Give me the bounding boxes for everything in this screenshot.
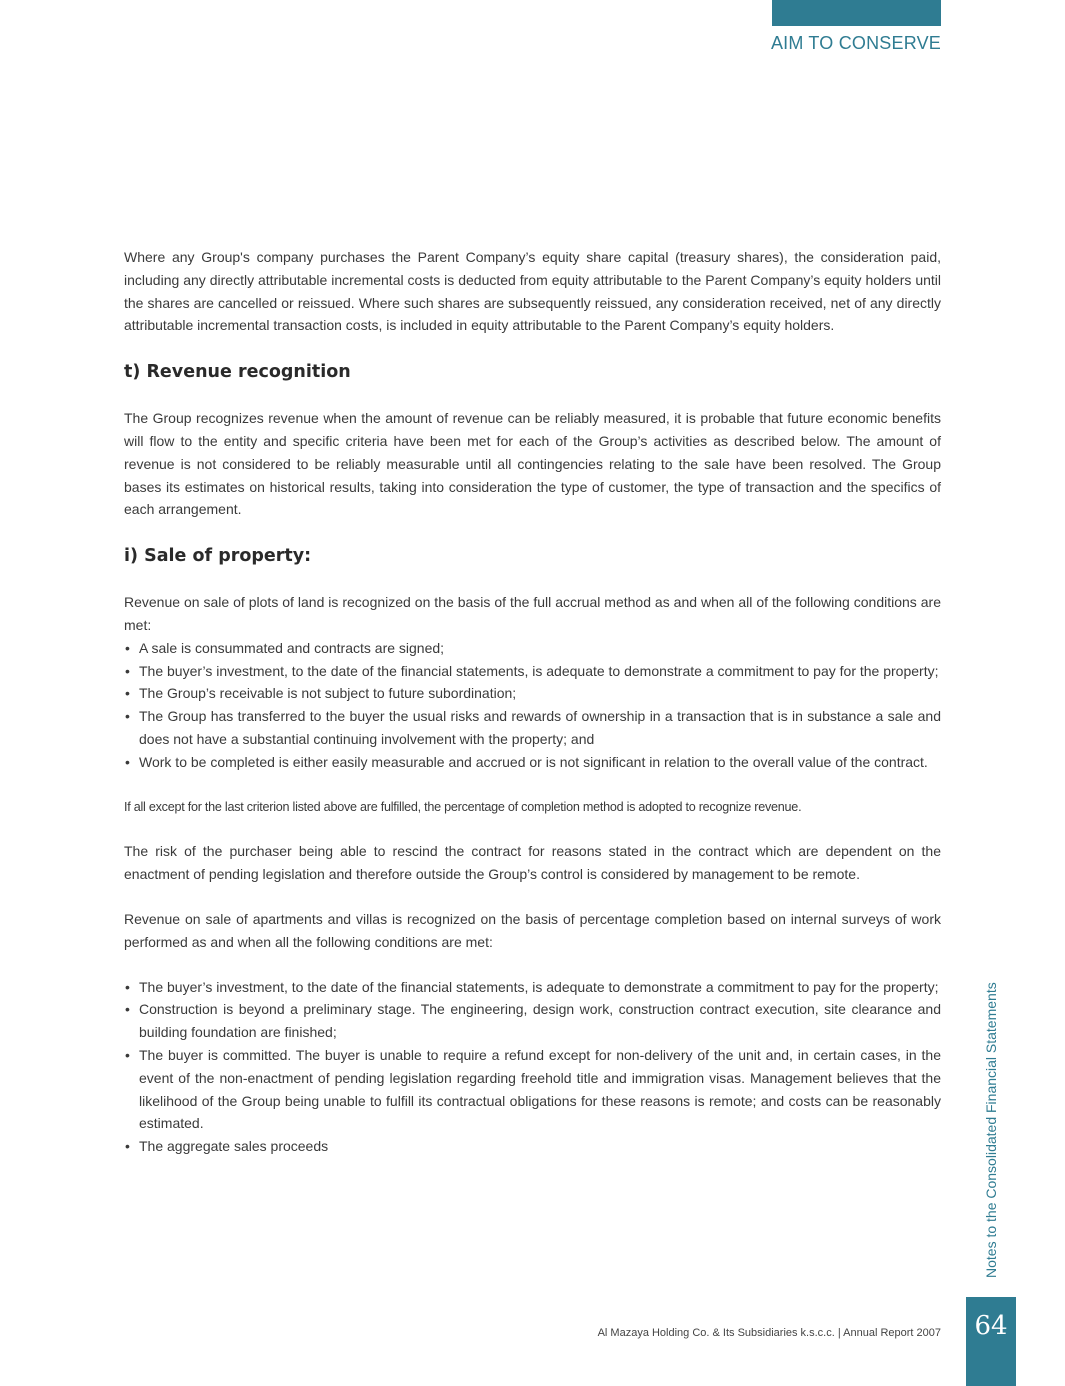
section-heading-revenue-recognition: t) Revenue recognition bbox=[124, 362, 351, 383]
land-conditions-list bbox=[124, 637, 941, 774]
header-title: AIM TO CONSERVE bbox=[770, 33, 941, 53]
page-number: 64 bbox=[974, 1311, 1008, 1341]
list-item: • The buyer is committed. The buyer is unable to require a refund except for non-delivery of the unit and, in certain cases, in the event of the non-enactment of pending legislation regarding freehold title and immigration visas. Management believes that the likelihood of the Group being unable to fulfill its contractual obligations for these reasons is remote; and costs can be reasonably estimated. bbox=[124, 1044, 941, 1135]
list-item: • Work to be completed is either easily measurable and accrued or is not significant in relation to the overall value of the contract. bbox=[124, 751, 941, 774]
list-item: • A sale is consummated and contracts are signed; bbox=[124, 637, 941, 660]
list-item: • The Group’s receivable is not subject to future subordination; bbox=[124, 682, 941, 705]
purchaser-risk-paragraph: The risk of the purchaser being able to rescind the contract for reasons stated in the contract which are dependent on the enactment of pending legislation and therefore outside the Group’s control is considered by management to be remote. bbox=[124, 843, 941, 883]
section-heading-sale-of-property: i) Sale of property: bbox=[124, 546, 312, 567]
list-item: • The buyer’s investment, to the date of the financial statements, is adequate to demonstrate a commitment to pay for the property; bbox=[124, 976, 941, 999]
apartment-conditions-list bbox=[124, 976, 941, 1158]
apartments-villas-paragraph: Revenue on sale of apartments and villas is recognized on the basis of percentage completion based on internal surveys of work performed as and when all the following conditions are met: bbox=[124, 910, 941, 950]
footer-text: Al Mazaya Holding Co. & Its Subsidiaries k.s.c.c. | Annual Report 2007 bbox=[597, 1327, 941, 1339]
list-item: • The aggregate sales proceeds bbox=[124, 1135, 941, 1158]
revenue-recognition-paragraph: The Group recognizes revenue when the amount of revenue can be reliably measured, it is probable that future economic benefits will flow to the entity and specific criteria have been met for each of the Group’s activities as described below. The amount of revenue is not considered to be reliably measurable until all contingencies relating to the sale have been resolved. The Group bases its estimates on historical results, taking into consideration the type of customer, the type of transaction and the specifics of each arrangement. bbox=[124, 410, 941, 518]
page-number-box bbox=[966, 1297, 1016, 1386]
percentage-completion-note: If all except for the last criterion listed above are fulfilled, the percentage of completion method is adopted to recognize revenue. bbox=[124, 799, 802, 814]
list-item: • The buyer’s investment, to the date of the financial statements, is adequate to demonstrate a commitment to pay for the property; bbox=[124, 660, 941, 683]
list-item: • Construction is beyond a preliminary stage. The engineering, design work, construction contract execution, site clearance and building foundation are finished; bbox=[124, 998, 941, 1044]
header-accent-bar bbox=[772, 0, 941, 26]
sale-of-land-paragraph: Revenue on sale of plots of land is recognized on the basis of the full accrual method as and when all of the following conditions are met: bbox=[124, 594, 941, 633]
section-side-label: Notes to the Consolidated Financial Statements bbox=[983, 982, 999, 1278]
main-content bbox=[124, 246, 941, 1158]
list-item: • The Group has transferred to the buyer the usual risks and rewards of ownership in a transaction that is in substance a sale and does not have a substantial continuing involvement with the property; and bbox=[124, 705, 941, 751]
intro-paragraph: Where any Group's company purchases the Parent Company’s equity share capital (treasury shares), the consideration paid, including any directly attributable incremental costs is deducted from equity attributable to the Parent Company’s equity holders until the shares are cancelled or reissued. Where such shares are subsequently reissued, any consideration received, net of any directly attributable incremental transaction costs, is included in equity attributable to the Parent Company’s equity holders. bbox=[124, 249, 941, 334]
